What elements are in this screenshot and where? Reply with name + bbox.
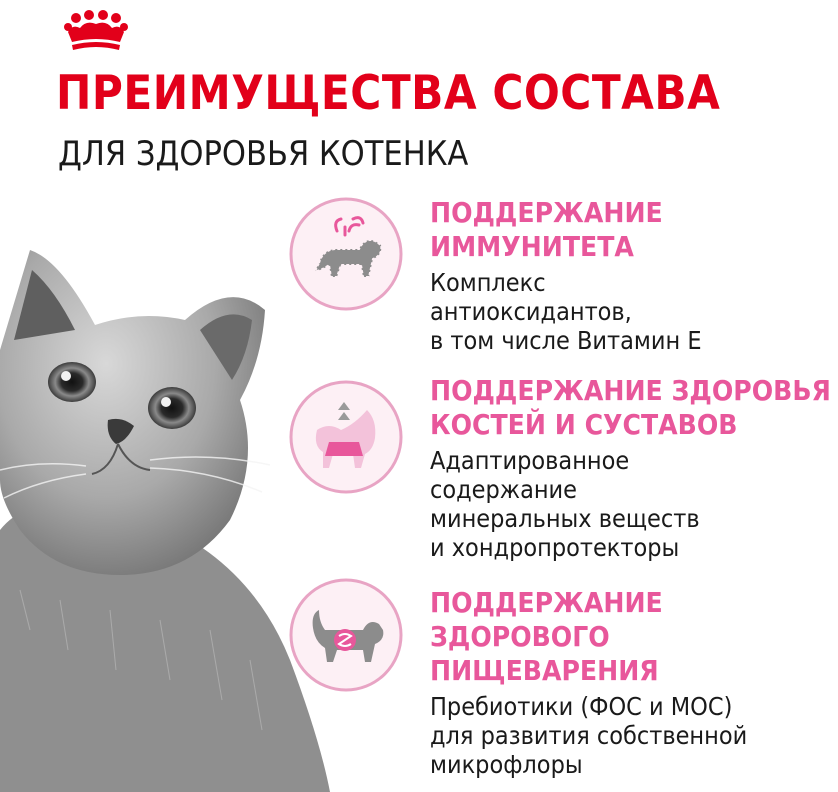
text-line: в том числе Витамин Е — [430, 326, 702, 355]
text-line: Комплекс — [430, 268, 546, 297]
text-line: микрофлоры — [430, 750, 583, 779]
benefit-text — [430, 446, 830, 562]
benefit-text — [430, 268, 830, 355]
heading-line: ПОДДЕРЖАНИЕ — [430, 196, 663, 229]
heading-line: КОСТЕЙ И СУСТАВОВ — [430, 408, 738, 441]
benefit-bones-joints — [430, 374, 830, 562]
page-subtitle: ДЛЯ ЗДОРОВЬЯ КОТЕНКА — [58, 134, 469, 174]
text-line: Пребиотики (ФОС и МОС) — [430, 692, 733, 721]
heading-line: ПОДДЕРЖАНИЕ — [430, 586, 663, 619]
benefit-immunity — [430, 196, 830, 355]
text-line: минеральных веществ — [430, 504, 700, 533]
text-line: Адаптированное — [430, 446, 630, 475]
kitten-photo — [0, 230, 330, 792]
digestion-icon — [289, 578, 403, 692]
heading-line: ПИЩЕВАРЕНИЯ — [430, 654, 659, 687]
benefit-heading — [430, 586, 830, 688]
bones-joints-icon — [289, 380, 403, 494]
benefit-digestion — [430, 586, 830, 779]
benefit-heading — [430, 196, 830, 264]
benefit-heading — [430, 374, 830, 442]
text-line: содержание — [430, 475, 578, 504]
benefit-text — [430, 692, 830, 779]
page-title: ПРЕИМУЩЕСТВА СОСТАВА — [56, 66, 721, 121]
heading-line: ЗДОРОВОГО — [430, 620, 610, 653]
text-line: для развития собственной — [430, 721, 748, 750]
heading-line: ПОДДЕРЖАНИЕ ЗДОРОВЬЯ — [430, 374, 831, 407]
immunity-icon — [289, 197, 403, 311]
text-line: антиоксидантов, — [430, 297, 632, 326]
heading-line: ИММУНИТЕТА — [430, 230, 634, 263]
text-line: и хондропротекторы — [430, 533, 680, 562]
crown-logo-icon — [62, 10, 130, 52]
